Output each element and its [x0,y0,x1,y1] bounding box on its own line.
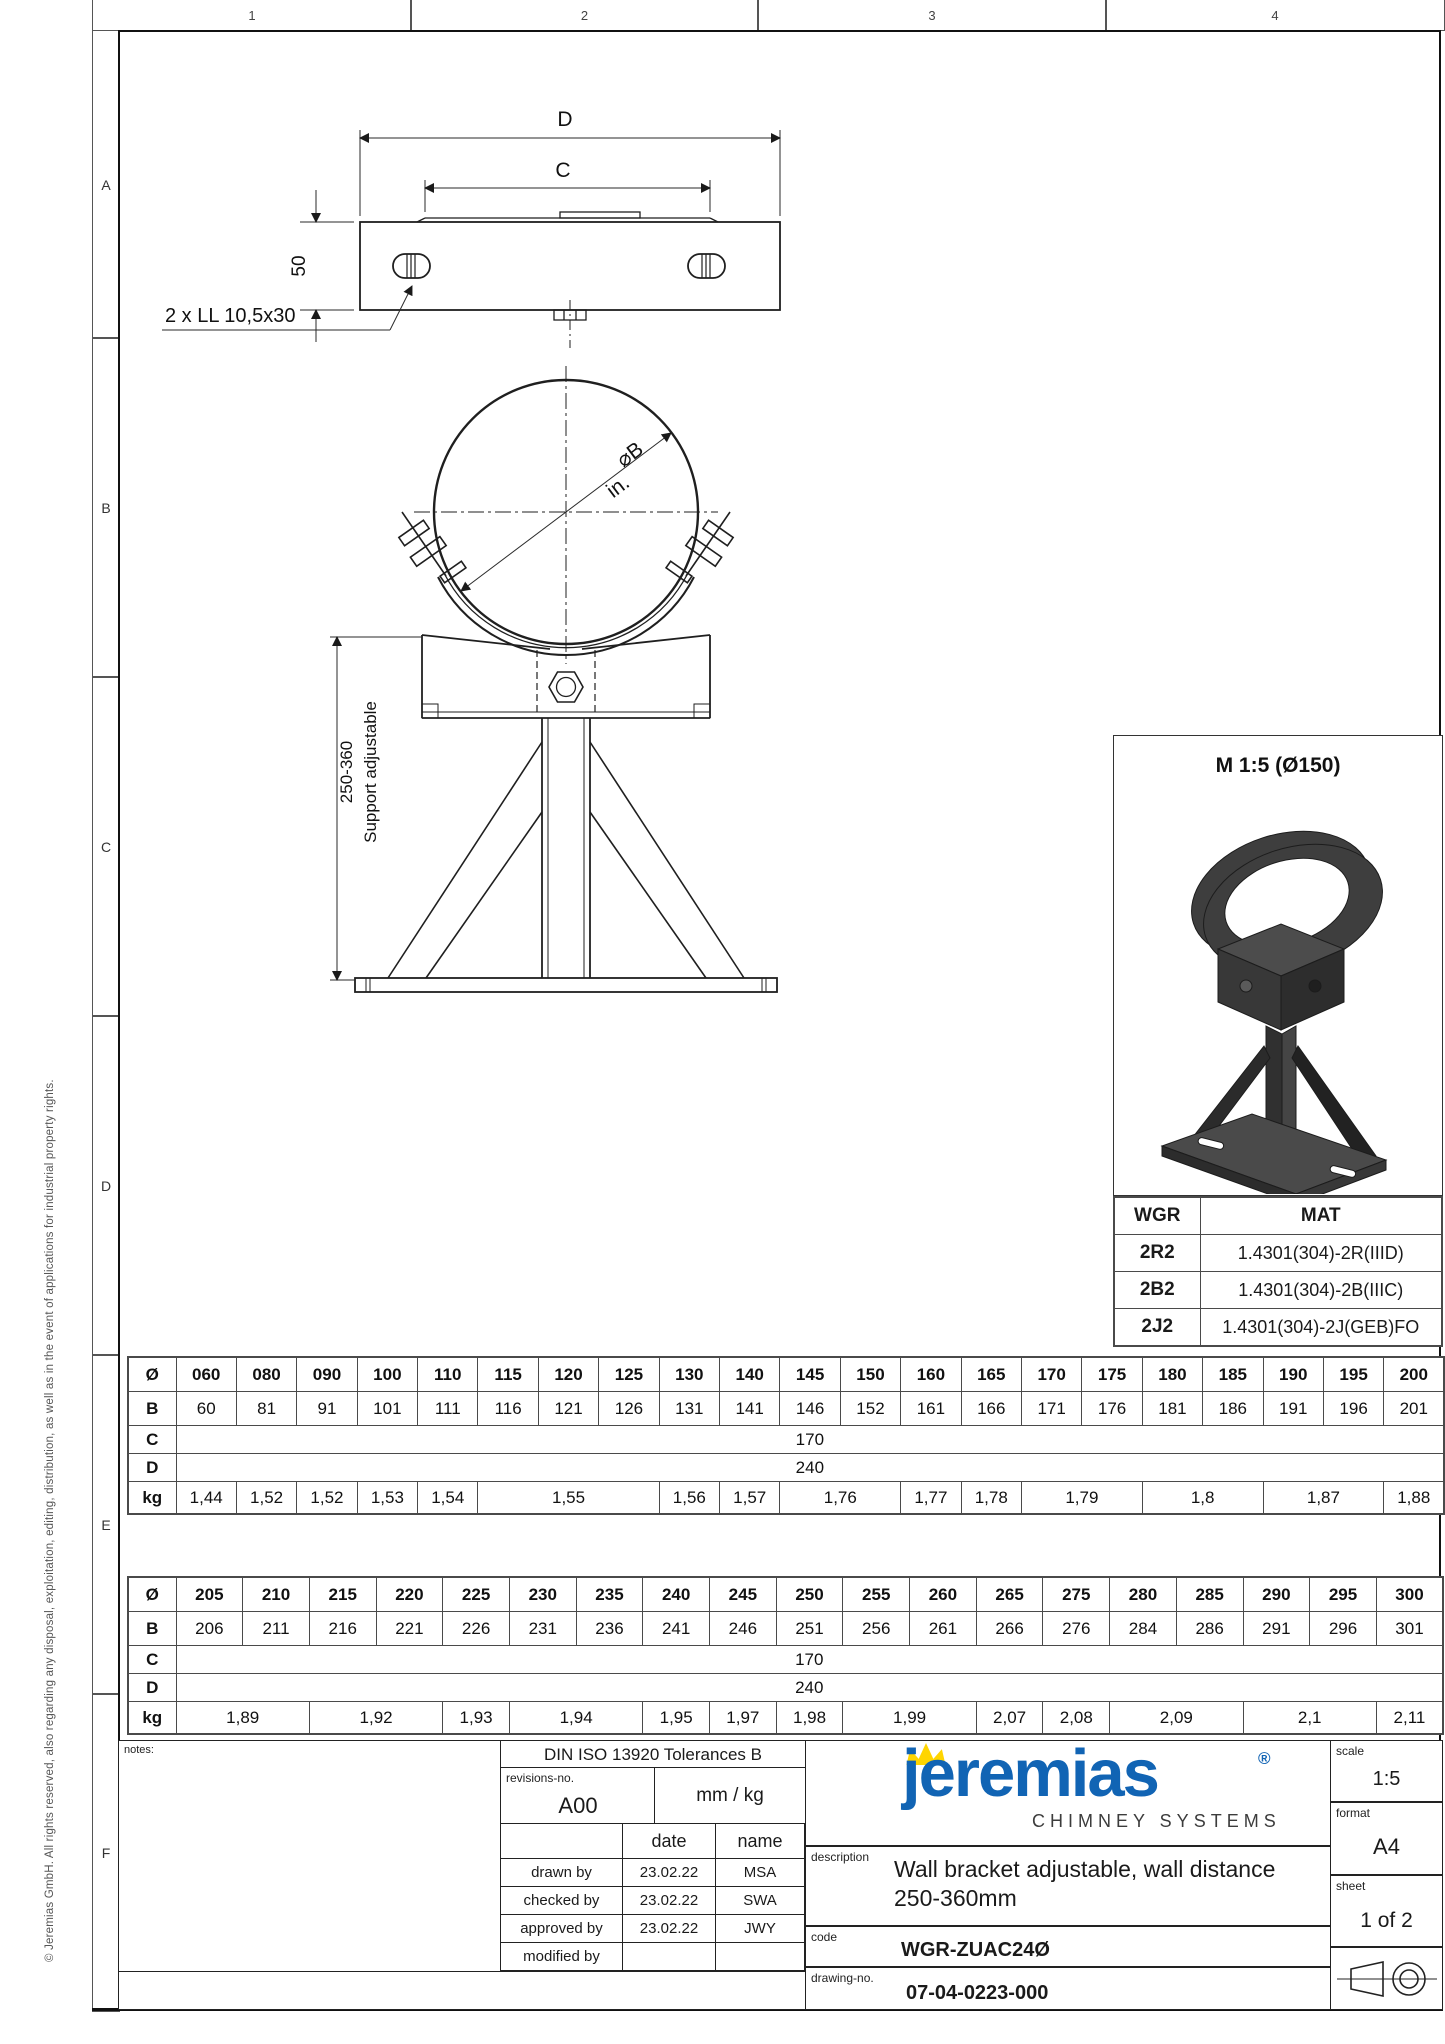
table-cell: 200 [1384,1357,1444,1392]
table-cell: 295 [1310,1577,1377,1612]
titleblock-bottom-strip [118,1971,806,2010]
slot-left [393,254,430,278]
table-cell: 116 [478,1392,538,1426]
table-cell: 241 [643,1612,710,1646]
table-cell: 146 [780,1392,840,1426]
size-table-1 [127,1356,1445,1515]
table-cell: 1,55 [478,1482,659,1515]
code-value: WGR-ZUAC24Ø [901,1939,1050,1961]
units-value: mm / kg [696,1785,764,1806]
notes-label: notes: [124,1744,154,1756]
tolerance-text: DIN ISO 13920 Tolerances B [544,1744,762,1764]
table-cell: C [128,1646,176,1674]
table-cell: B [128,1392,176,1426]
material-table [1113,1196,1443,1347]
table-cell: 291 [1243,1612,1310,1646]
front-view [355,366,777,992]
table-cell: 236 [576,1612,643,1646]
table-cell: kg [128,1702,176,1735]
description-text: Wall bracket adjustable, wall distance 250-360mm [894,1856,1276,1911]
grid-row-e: E [92,1354,120,1695]
table-cell: Ø [128,1577,176,1612]
table-cell: 195 [1323,1357,1383,1392]
table-cell: 1,87 [1263,1482,1384,1515]
revision-value: A00 [558,1793,598,1818]
logo-cell [805,1736,1332,1846]
diameter-b-label: ⌀B [612,437,648,473]
table-cell: B [128,1612,176,1646]
table-cell: 205 [176,1577,243,1612]
table-cell: 290 [1243,1577,1310,1612]
table-cell: 23.02.22 [623,1887,716,1915]
table-cell: checked by [501,1887,623,1915]
grid-col-2: 2 [410,0,759,31]
jeremias-logo: jeremias [902,1736,1158,1811]
projection-cell [1330,1947,1443,2010]
table-cell: 225 [443,1577,510,1612]
table-cell: 1.4301(304)-2B(IIIC) [1200,1272,1442,1309]
table-cell: 1,56 [659,1482,719,1515]
grid-row-d: D [92,1015,120,1356]
table-cell: 110 [418,1357,478,1392]
table-cell: 2,09 [1110,1702,1243,1735]
grid-row-a: A [92,30,120,339]
table-cell: 300 [1376,1577,1443,1612]
table-cell: 152 [840,1392,900,1426]
table-cell: 165 [961,1357,1021,1392]
detail-view-box [1113,735,1443,1196]
isometric-bracket-render [1114,764,1442,1194]
table-cell: 191 [1263,1392,1323,1426]
table-cell: 1,53 [357,1482,417,1515]
table-cell: 206 [176,1612,243,1646]
table-cell: 23.02.22 [623,1859,716,1887]
table-cell: 2,11 [1376,1702,1443,1735]
table-cell: 166 [961,1392,1021,1426]
table-cell: 1.4301(304)-2J(GEB)FO [1200,1309,1442,1347]
table-cell: 115 [478,1357,538,1392]
table-cell: 210 [243,1577,310,1612]
format-cell [1330,1802,1443,1875]
base-plate [355,978,777,992]
table-cell: 60 [176,1392,236,1426]
tolerance-cell [500,1740,806,1769]
table-cell: 250 [776,1577,843,1612]
table-cell: 125 [599,1357,659,1392]
description-label: description [811,1850,870,1864]
table-cell [501,1824,623,1859]
table-cell: 201 [1384,1392,1444,1426]
table-cell: 240 [176,1454,1444,1482]
table-cell: 180 [1142,1357,1202,1392]
table-cell: 211 [243,1612,310,1646]
table-cell: 120 [538,1357,598,1392]
size-table-2 [127,1576,1444,1735]
dim-c-label: C [555,159,571,182]
diameter-in-label: in. [602,470,634,503]
height-range-label: 250-360 [337,740,356,804]
table-cell: 231 [509,1612,576,1646]
table-cell: JWY [716,1915,805,1943]
table-cell: 1,76 [780,1482,901,1515]
table-cell: D [128,1454,176,1482]
table-cell [623,1943,716,1971]
table-cell: 170 [1021,1357,1081,1392]
table-cell: 221 [376,1612,443,1646]
table-cell: MAT [1200,1197,1442,1235]
table-cell: 080 [236,1357,296,1392]
grid-col-4: 4 [1105,0,1445,31]
table-cell: 145 [780,1357,840,1392]
slot-callout: 2 x LL 10,5x30 [165,305,296,327]
table-cell: date [623,1824,716,1859]
table-cell: kg [128,1482,176,1515]
table-cell: 111 [418,1392,478,1426]
table-cell: 1,57 [720,1482,780,1515]
table-cell: 1,95 [643,1702,710,1735]
table-cell: 255 [843,1577,910,1612]
table-cell: 160 [901,1357,961,1392]
table-cell: C [128,1426,176,1454]
table-cell: 1,78 [961,1482,1021,1515]
table-cell: 280 [1110,1577,1177,1612]
format-value: A4 [1373,1833,1400,1859]
table-cell: 1,79 [1021,1482,1142,1515]
dim-50-label: 50 [289,255,310,277]
sheet-cell [1330,1875,1443,1947]
table-cell: 23.02.22 [623,1915,716,1943]
top-view [360,212,780,348]
plate-outline [360,222,780,310]
table-cell: 130 [659,1357,719,1392]
table-cell: modified by [501,1943,623,1971]
table-cell: 1,94 [509,1702,642,1735]
table-cell: 1,52 [297,1482,357,1515]
approval-table [500,1823,805,1971]
copyright-note: © Jeremias GmbH. All rights reserved, also regarding any disposal, exploitation, editing, distribution, as well as in the event of applications for industrial property rights. [44,1079,56,1962]
table-cell: Ø [128,1357,176,1392]
table-cell: 1,8 [1142,1482,1263,1515]
table-cell: 2J2 [1114,1309,1200,1347]
table-cell: 196 [1323,1392,1383,1426]
table-cell: 276 [1043,1612,1110,1646]
table-cell: 91 [297,1392,357,1426]
drawing-no-cell [805,1967,1332,2010]
table-cell: 1,54 [418,1482,478,1515]
table-cell: 1,77 [901,1482,961,1515]
table-cell: 2,07 [976,1702,1043,1735]
table-cell: 1,98 [776,1702,843,1735]
table-cell: 81 [236,1392,296,1426]
table-cell: 296 [1310,1612,1377,1646]
first-angle-projection-icon [1335,1953,1439,2005]
table-cell: 126 [599,1392,659,1426]
sheet-value: 1 of 2 [1360,1909,1413,1932]
table-cell: WGR [1114,1197,1200,1235]
table-cell: drawn by [501,1859,623,1887]
table-cell: 175 [1082,1357,1142,1392]
revision-cell [500,1767,656,1825]
table-cell: 1,92 [309,1702,442,1735]
table-cell: 230 [509,1577,576,1612]
table-cell: MSA [716,1859,805,1887]
table-cell: 150 [840,1357,900,1392]
table-cell: 140 [720,1357,780,1392]
registered-mark: ® [1258,1749,1271,1768]
table-cell: 2,1 [1243,1702,1376,1735]
table-cell: name [716,1824,805,1859]
table-cell: 266 [976,1612,1043,1646]
table-cell: 141 [720,1392,780,1426]
front-view-dimensions [330,433,671,980]
clamp-bolts-right [666,512,733,583]
table-cell: 284 [1110,1612,1177,1646]
sheet-label: sheet [1336,1879,1366,1893]
table-cell: 060 [176,1357,236,1392]
table-cell: 301 [1376,1612,1443,1646]
table-cell: approved by [501,1915,623,1943]
table-cell: 161 [901,1392,961,1426]
table-cell: 1,52 [236,1482,296,1515]
units-cell [654,1767,806,1825]
table-cell: 171 [1021,1392,1081,1426]
scale-cell [1330,1740,1443,1802]
table-cell: 1,88 [1384,1482,1444,1515]
scale-value: 1:5 [1372,1767,1401,1790]
table-cell: 131 [659,1392,719,1426]
hex-nut [549,672,583,702]
gussets [388,742,744,978]
table-cell: 170 [176,1646,1443,1674]
table-cell: 121 [538,1392,598,1426]
table-cell: 090 [297,1357,357,1392]
table-cell: 240 [643,1577,710,1612]
table-cell: 216 [309,1612,376,1646]
code-cell [805,1926,1332,1967]
revision-label: revisions-no. [506,1771,575,1785]
table-cell: 1,99 [843,1702,976,1735]
table-cell: 240 [176,1674,1443,1702]
table-cell: 245 [710,1577,777,1612]
table-cell: 2,08 [1043,1702,1110,1735]
grid-col-3: 3 [757,0,1107,31]
table-cell: 246 [710,1612,777,1646]
table-cell: 190 [1263,1357,1323,1392]
table-cell: 100 [357,1357,417,1392]
dim-d-label: D [557,108,573,131]
detail-view-title: M 1:5 (Ø150) [1215,754,1341,777]
table-cell: 101 [357,1392,417,1426]
table-cell: 260 [910,1577,977,1612]
table-cell: 1,44 [176,1482,236,1515]
table-cell: 185 [1203,1357,1263,1392]
table-cell: 1,89 [176,1702,309,1735]
grid-col-1: 1 [92,0,412,31]
table-cell: 275 [1043,1577,1110,1612]
table-cell: 285 [1176,1577,1243,1612]
table-cell: 256 [843,1612,910,1646]
table-cell: 265 [976,1577,1043,1612]
table-cell: SWA [716,1887,805,1915]
table-cell: 1,93 [443,1702,510,1735]
slot-right [688,254,725,278]
format-label: format [1336,1806,1371,1820]
table-cell: 226 [443,1612,510,1646]
table-cell: 261 [910,1612,977,1646]
scale-label: scale [1336,1744,1365,1758]
support-adjustable-label: Support adjustable [361,701,380,843]
table-cell: 186 [1203,1392,1263,1426]
table-cell: 251 [776,1612,843,1646]
description-cell [805,1846,1332,1926]
table-cell: 286 [1176,1612,1243,1646]
table-cell: 1,97 [710,1702,777,1735]
table-cell: 2R2 [1114,1235,1200,1272]
code-label: code [811,1930,838,1944]
support-post [542,718,590,978]
logo-subtitle: CHIMNEY SYSTEMS [1032,1811,1281,1831]
table-cell: D [128,1674,176,1702]
drawing-no-value: 07-04-0223-000 [906,1982,1049,2004]
table-cell: 181 [1142,1392,1202,1426]
notes-cell [118,1740,501,1973]
table-cell: 1.4301(304)-2R(IIID) [1200,1235,1442,1272]
drawing-no-label: drawing-no. [811,1971,874,1985]
table-cell: 220 [376,1577,443,1612]
table-cell: 235 [576,1577,643,1612]
table-cell [716,1943,805,1971]
grid-row-c: C [92,676,120,1017]
table-cell: 2B2 [1114,1272,1200,1309]
grid-row-b: B [92,337,120,678]
table-cell: 170 [176,1426,1444,1454]
table-cell: 215 [309,1577,376,1612]
grid-row-f: F [92,1693,120,2012]
clamp-bolts-left [399,512,466,583]
table-cell: 176 [1082,1392,1142,1426]
